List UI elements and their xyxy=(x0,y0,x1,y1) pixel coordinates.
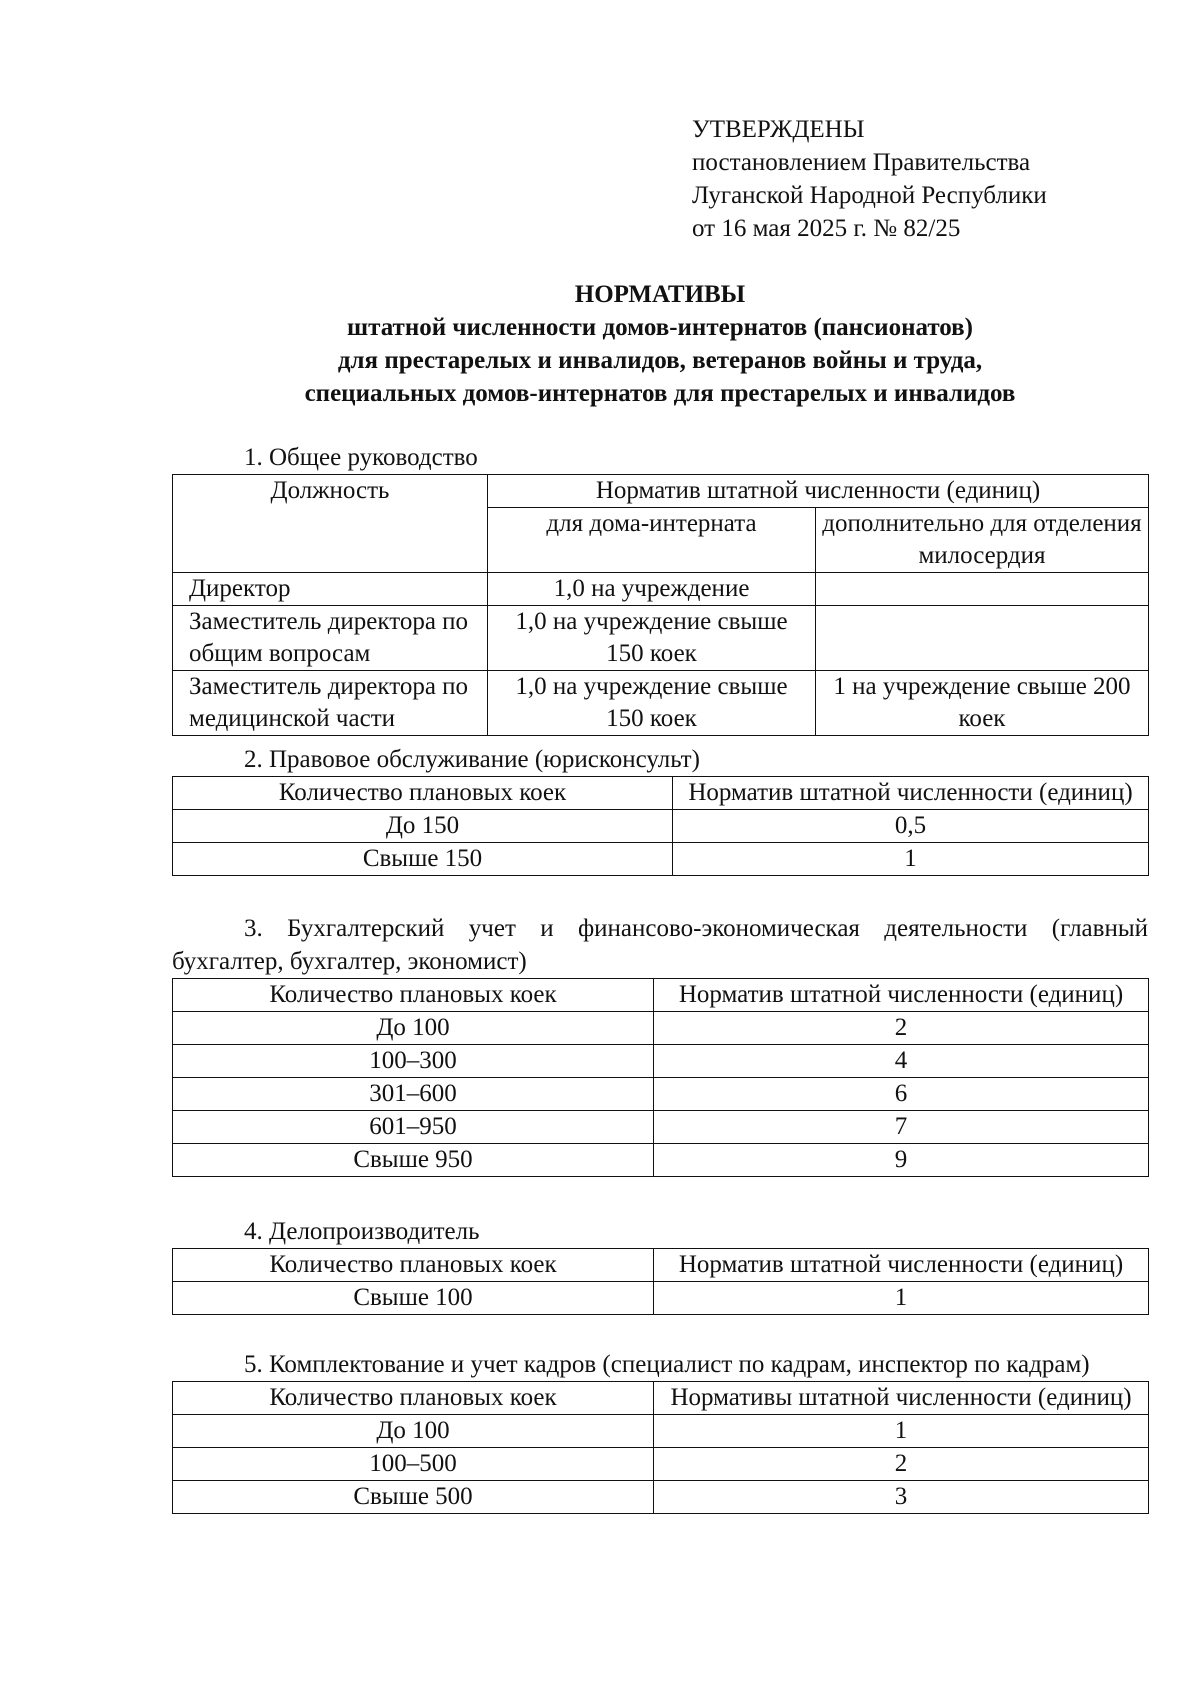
cell-beds: До 100 xyxy=(173,1012,654,1045)
cell-beds: До 100 xyxy=(173,1415,654,1448)
cell-norm: 1 xyxy=(673,843,1149,876)
table-row xyxy=(173,671,1149,736)
document-title xyxy=(172,278,1148,410)
cell-extra: 1 на учреждение свыше 200 коек xyxy=(816,671,1149,736)
table-row xyxy=(173,843,1149,876)
cell-beds: 601–950 xyxy=(173,1111,654,1144)
cell-norm: 9 xyxy=(654,1144,1149,1177)
table-row xyxy=(173,1078,1149,1111)
cell-beds: Свыше 150 xyxy=(173,843,673,876)
section-heading: 5. Комплектование и учет кадров (специалист по кадрам, инспектор по кадрам) xyxy=(244,1351,1090,1378)
cell-norm: 6 xyxy=(654,1078,1149,1111)
title-line: штатной численности домов-интернатов (пансионатов) xyxy=(347,314,973,341)
table-row xyxy=(173,573,1149,606)
cell-extra xyxy=(816,606,1149,671)
header-position: Должность xyxy=(173,475,488,573)
cell-beds: Свыше 500 xyxy=(173,1481,654,1514)
cell-norm: 4 xyxy=(654,1045,1149,1078)
table-clerk xyxy=(172,1248,1149,1315)
approval-block xyxy=(692,113,1047,245)
section-heading: 3. Бухгалтерский учет и финансово-экономическая деятельности (главный бухгалтер, бухгалтер, экономист) xyxy=(172,915,1148,975)
table-legal-service xyxy=(172,776,1149,876)
section-clerk xyxy=(172,1215,1148,1315)
section-heading: 1. Общее руководство xyxy=(244,444,478,471)
table-row xyxy=(173,1012,1149,1045)
cell-position: Директор xyxy=(173,573,488,606)
cell-beds: Свыше 100 xyxy=(173,1282,654,1315)
title-main: НОРМАТИВЫ xyxy=(574,281,746,308)
section-heading: 2. Правовое обслуживание (юрисконсульт) xyxy=(244,746,700,773)
header-norm: Норматив штатной численности (единиц) xyxy=(654,1249,1149,1282)
cell-norm: 3 xyxy=(654,1481,1149,1514)
header-beds: Количество плановых коек xyxy=(173,979,654,1012)
header-norm: Норматив штатной численности (единиц) xyxy=(654,979,1149,1012)
cell-beds: 301–600 xyxy=(173,1078,654,1111)
table-row xyxy=(173,1415,1149,1448)
header-norm: Норматив штатной численности (единиц) xyxy=(488,475,1149,508)
table-general-management xyxy=(172,474,1149,736)
cell-beds: Свыше 950 xyxy=(173,1144,654,1177)
cell-norm: 0,5 xyxy=(673,810,1149,843)
approval-title: УТВЕРЖДЕНЫ xyxy=(692,116,865,143)
cell-beds: 100–500 xyxy=(173,1448,654,1481)
header-beds: Количество плановых коек xyxy=(173,1249,654,1282)
table-row xyxy=(173,1111,1149,1144)
table-row xyxy=(173,1282,1149,1315)
cell-home: 1,0 на учреждение xyxy=(488,573,816,606)
header-home: для дома-интерната xyxy=(488,508,816,573)
table-row xyxy=(173,1045,1149,1078)
header-extra: дополнительно для отделения милосердия xyxy=(816,508,1149,573)
cell-home: 1,0 на учреждение свыше 150 коек xyxy=(488,671,816,736)
header-beds: Количество плановых коек xyxy=(173,777,673,810)
approval-date: от 16 мая 2025 г. № 82/25 xyxy=(692,215,961,242)
cell-norm: 7 xyxy=(654,1111,1149,1144)
title-line: специальных домов-интернатов для престарелых и инвалидов xyxy=(304,380,1016,407)
table-row xyxy=(173,1144,1149,1177)
table-row xyxy=(173,606,1149,671)
section-legal-service xyxy=(172,743,1148,876)
title-line: для престарелых и инвалидов, ветеранов войны и труда, xyxy=(337,347,983,374)
header-norm: Норматив штатной численности (единиц) xyxy=(673,777,1149,810)
cell-norm: 1 xyxy=(654,1282,1149,1315)
table-accounting xyxy=(172,978,1149,1177)
header-norm: Нормативы штатной численности (единиц) xyxy=(654,1382,1149,1415)
section-general-management xyxy=(172,441,1148,736)
section-heading: 4. Делопроизводитель xyxy=(244,1218,480,1245)
cell-norm: 2 xyxy=(654,1448,1149,1481)
section-hr xyxy=(172,1348,1148,1514)
cell-norm: 1 xyxy=(654,1415,1149,1448)
section-accounting xyxy=(172,912,1148,1177)
header-beds: Количество плановых коек xyxy=(173,1382,654,1415)
approval-line: Луганской Народной Республики xyxy=(692,182,1047,209)
approval-line: постановлением Правительства xyxy=(692,149,1031,176)
cell-norm: 2 xyxy=(654,1012,1149,1045)
cell-position: Заместитель директора по общим вопросам xyxy=(173,606,488,671)
cell-home: 1,0 на учреждение свыше 150 коек xyxy=(488,606,816,671)
table-hr xyxy=(172,1381,1149,1514)
cell-beds: 100–300 xyxy=(173,1045,654,1078)
table-row xyxy=(173,1481,1149,1514)
cell-extra xyxy=(816,573,1149,606)
cell-beds: До 150 xyxy=(173,810,673,843)
table-row xyxy=(173,1448,1149,1481)
table-row xyxy=(173,810,1149,843)
cell-position: Заместитель директора по медицинской части xyxy=(173,671,488,736)
